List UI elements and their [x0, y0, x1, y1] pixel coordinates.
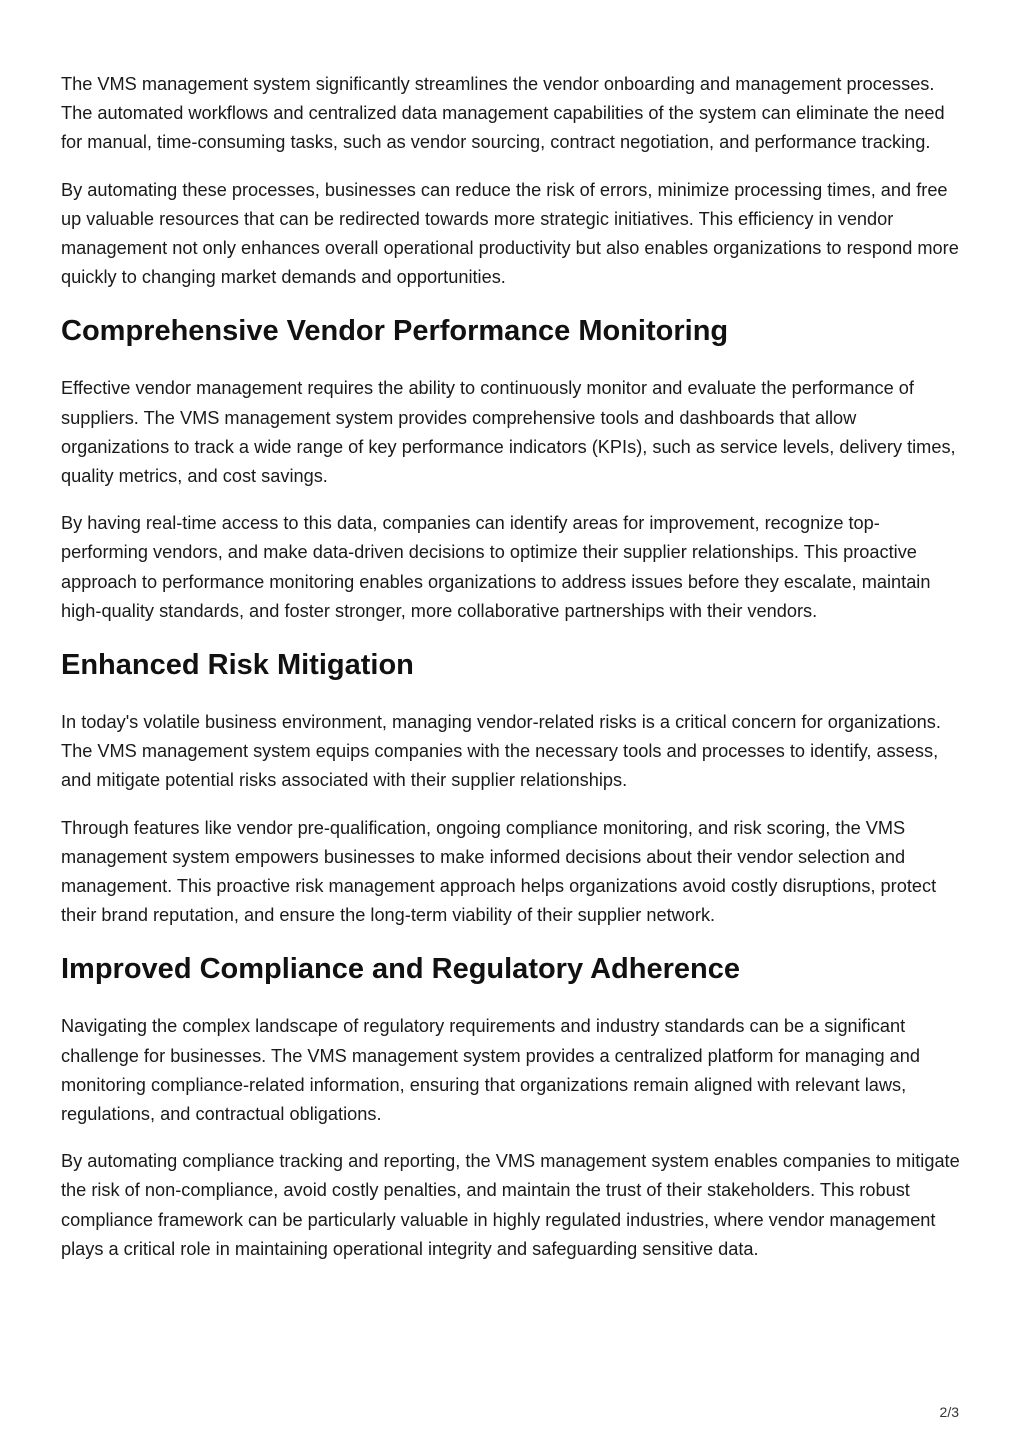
body-paragraph: By having real-time access to this data, companies can identify areas for improvement, recognize top-performing vendors, and make data-driven decisions to optimize their supplier relationships. This proactive approach to performance monitoring enables organizations to address issues before they escalate, maintain high-quality standards, and foster stronger, more collaborative partnerships with their vendors.	[61, 513, 931, 621]
body-paragraph: Navigating the complex landscape of regulatory requirements and industry standards can be a significant challenge for businesses. The VMS management system provides a centralized platform for managing and monitoring compliance-related information, ensuring that organizations remain aligned with relevant laws, regulations, and contractual obligations.	[61, 1016, 920, 1125]
section-heading: Improved Compliance and Regulatory Adherence	[61, 953, 740, 986]
body-paragraph: The VMS management system significantly streamlines the vendor onboarding and management processes. The automated workflows and centralized data management capabilities of the system can eliminate the need for manual, time-consuming tasks, such as vendor sourcing, contract negotiation, and performance tracking.	[61, 74, 945, 153]
section-heading: Comprehensive Vendor Performance Monitoring	[61, 315, 729, 348]
body-paragraph: Through features like vendor pre-qualification, ongoing compliance monitoring, and risk scoring, the VMS management system empowers businesses to make informed decisions about their vendor selection and management. This proactive risk management approach helps organizations avoid costly disruptions, protect their brand reputation, and ensure the long-term viability of their supplier network.	[61, 817, 937, 926]
body-paragraph: In today's volatile business environment, managing vendor-related risks is a critical concern for organizations. The VMS management system equips companies with the necessary tools and processes to identify, assess, and mitigate potential risks associated with their supplier relationships.	[61, 712, 941, 791]
section-heading: Enhanced Risk Mitigation	[61, 649, 414, 682]
page-number: 2/3	[939, 1404, 959, 1420]
body-paragraph: Effective vendor management requires the ability to continuously monitor and evaluate the performance of suppliers. The VMS management system provides comprehensive tools and dashboards that allow organizations to track a wide range of key performance indicators (KPIs), such as service levels, delivery times, quality metrics, and cost savings.	[61, 378, 956, 487]
body-paragraph: By automating compliance tracking and reporting, the VMS management system enables companies to mitigate the risk of non-compliance, avoid costly penalties, and maintain the trust of their stakeholders. This robust compliance framework can be particularly valuable in highly regulated industries, where vendor management plays a critical role in maintaining operational integrity and safeguarding sensitive data.	[61, 1151, 960, 1259]
body-paragraph: By automating these processes, businesses can reduce the risk of errors, minimize processing times, and free up valuable resources that can be redirected towards more strategic initiatives. This efficiency in vendor management not only enhances overall operational productivity but also enables organizations to respond more quickly to changing market demands and opportunities.	[61, 179, 959, 288]
document-page	[61, 70, 965, 1282]
